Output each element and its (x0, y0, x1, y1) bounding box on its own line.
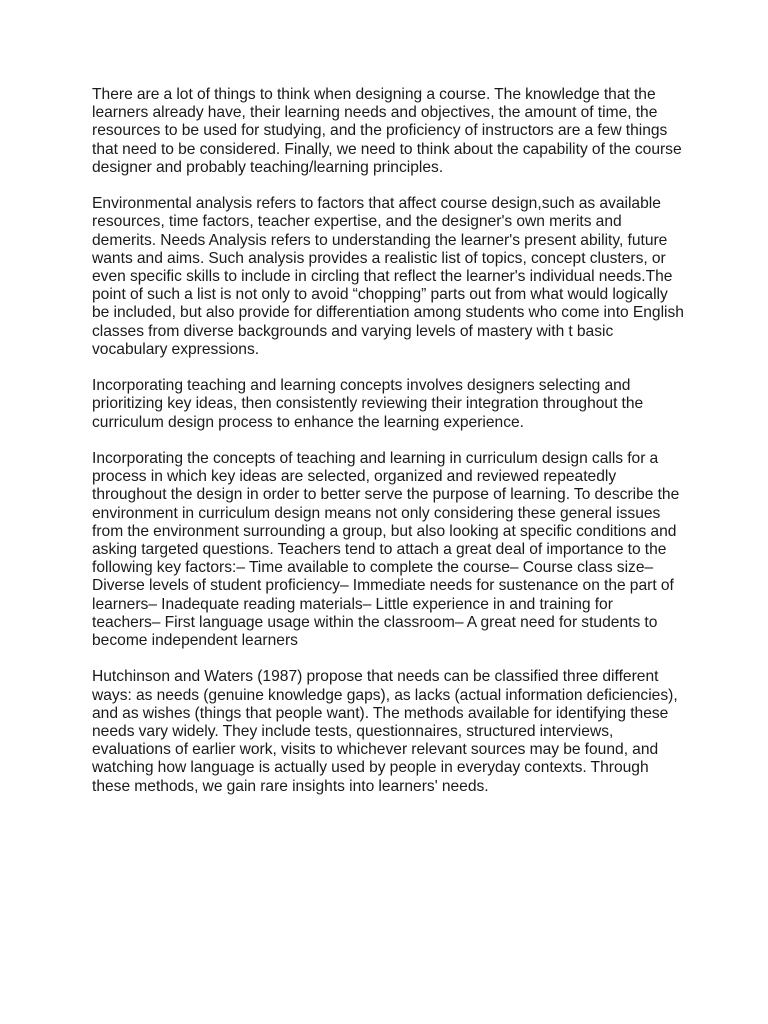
paragraph-needs-classification: Hutchinson and Waters (1987) propose that needs can be classified three different ways: as needs (genuine knowledge gaps), as lacks (actual information deficiencies), and as wishes (things that people want). The methods available for identifying these needs vary widely. They include tests, questionnaires, structured interviews, evaluations of earlier work, visits to whichever relevant sources may be found, and watching how language is actually used by people in everyday contexts. Through these methods, we gain rare insights into learners' needs. (92, 668, 678, 795)
paragraph-teaching-concepts: Incorporating teaching and learning concepts involves designers selecting and prioritizing key ideas, then consistently reviewing their integration throughout the curriculum design process to enhance the learning experience. (92, 377, 644, 431)
paragraph-course-design: There are a lot of things to think when designing a course. The knowledge that the learners already have, their learning needs and objectives, the amount of time, the resources to be used for studying, and the proficiency of instructors are a few things that need to be considered. Finally, we need to think about the capability of the course designer and probably teaching/learning principles. (92, 86, 682, 176)
paragraph-curriculum-design: Incorporating the concepts of teaching and learning in curriculum design calls for a process in which key ideas are selected, organized and reviewed repeatedly throughout the design in order to better serve the purpose of learning. To describe the environment in curriculum design means not only considering these general issues from the environment surrounding a group, but also looking at specific conditions and asking targeted questions. Teachers tend to attach a great deal of importance to the following key factors:– Time available to complete the course– Course class size– Diverse levels of student proficiency– Immediate needs for sustenance on the part of learners– Inadequate reading materials– Little experience in and training for teachers– First language usage within the classroom– A great need for students to become independent learners (92, 450, 680, 650)
paragraph-environmental-analysis: Environmental analysis refers to factors that affect course design,such as available resources, time factors, teacher expertise, and the designer's own merits and demerits. Needs Analysis refers to understanding the learner's present ability, future wants and aims. Such analysis provides a realistic list of topics, concept clusters, or even specific skills to include in circling that reflect the learner's individual needs.The point of such a list is not only to avoid “chopping” parts out from what would logically be included, but also provide for differentiation among students who come into English classes from diverse backgrounds and varying levels of mastery with t basic vocabulary expressions. (92, 195, 684, 358)
document-page (92, 86, 684, 814)
